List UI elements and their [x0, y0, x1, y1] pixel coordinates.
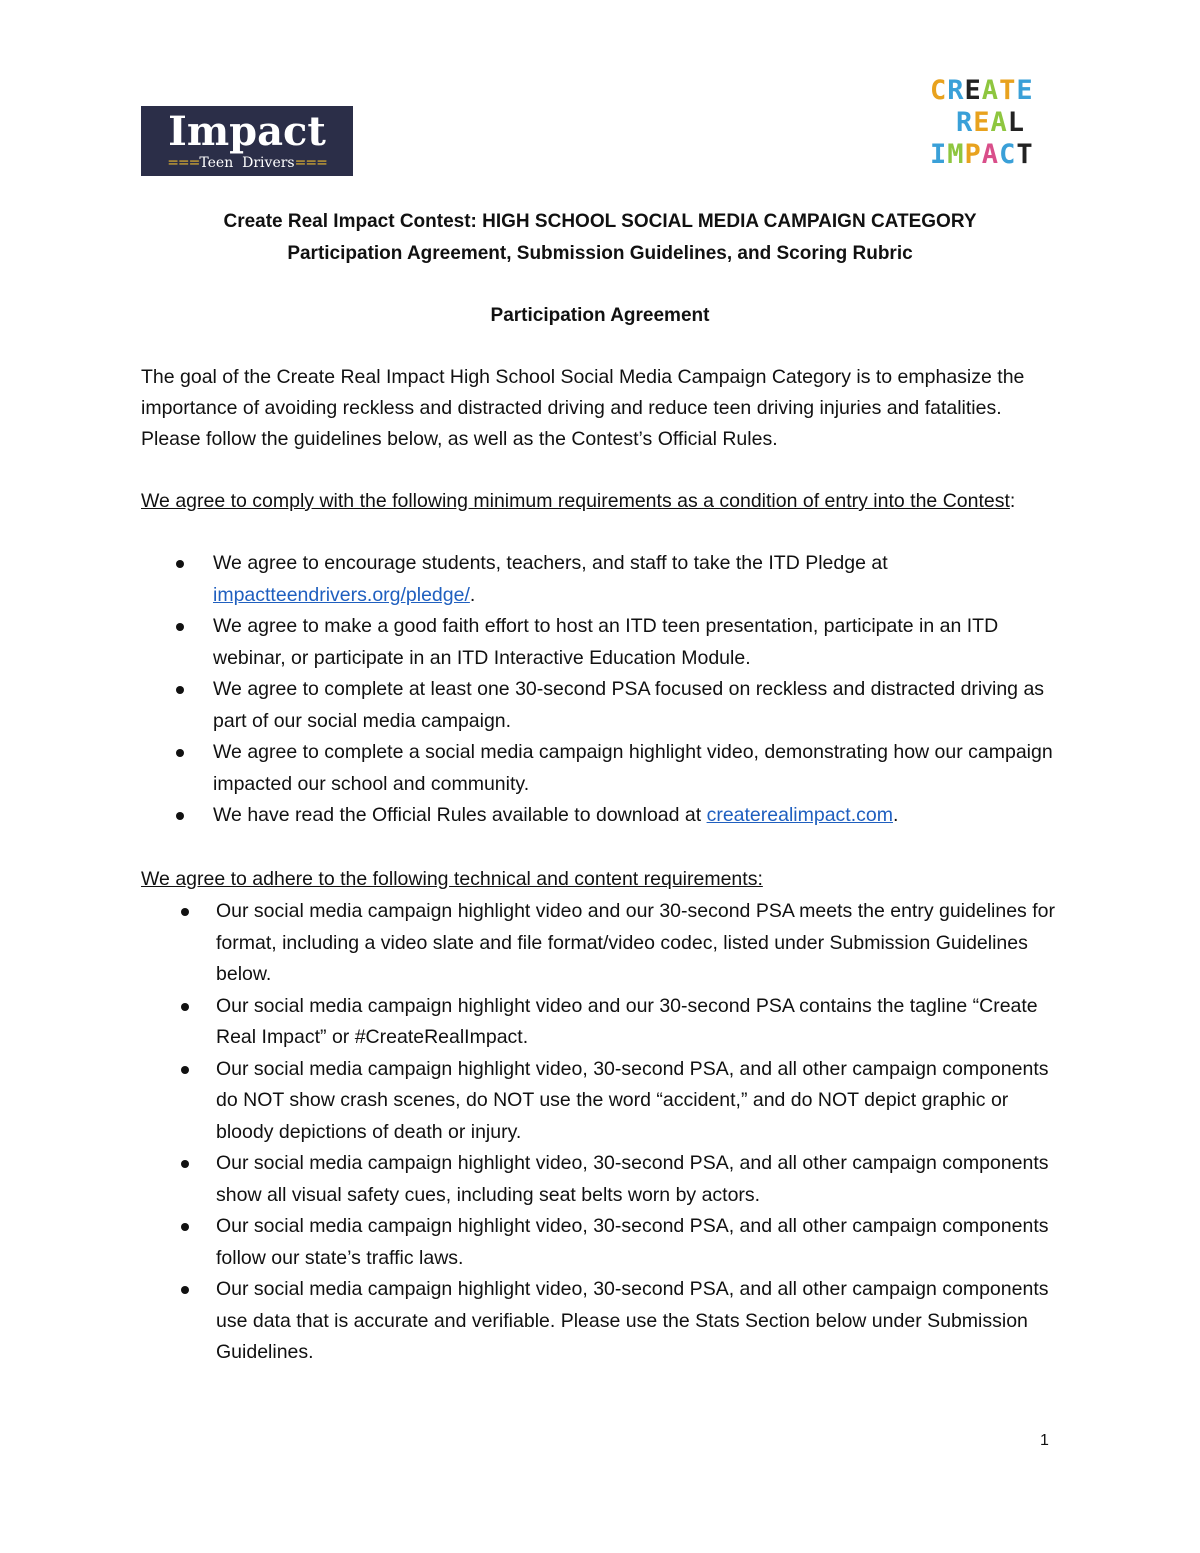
page-number: 1	[1040, 1432, 1049, 1449]
list-item-text: We have read the Official Rules available to download at	[213, 804, 707, 826]
bullet-icon	[181, 1066, 189, 1074]
list-item	[141, 991, 1061, 1054]
minimum-heading-text: We agree to comply with the following minimum requirements as a condition of entry into the Contest	[141, 490, 1010, 512]
cri-logo-line-3: IMPACT	[930, 139, 1034, 170]
intro-paragraph: The goal of the Create Real Impact High School Social Media Campaign Category is to emphasize the importance of avoiding reckless and distracted driving and reduce teen driving injuries and fatalities. Please follow the guidelines below, as well as the Contest’s Official Rules.	[141, 366, 1025, 450]
bullet-icon	[181, 908, 189, 916]
list-item-text: We agree to make a good faith effort to host an ITD teen presentation, participate in an ITD webinar, or participate in an ITD Interactive Education Module.	[213, 615, 999, 669]
list-item-text: We agree to encourage students, teachers, and staff to take the ITD Pledge at	[213, 552, 888, 574]
create-real-impact-logo	[930, 75, 1060, 175]
list-item	[141, 896, 1061, 991]
bullet-icon	[176, 623, 184, 631]
list-item	[141, 674, 1061, 737]
list-item-text: Our social media campaign highlight video and our 30-second PSA contains the tagline “Create Real Impact” or #CreateRealImpact.	[216, 994, 1038, 1048]
list-item	[141, 611, 1061, 674]
list-item	[141, 800, 1061, 832]
list-item	[141, 548, 1061, 611]
createrealimpact-link[interactable]: createrealimpact.com	[706, 804, 893, 826]
section-heading: Participation Agreement	[490, 305, 710, 326]
list-item-text: We agree to complete a social media campaign highlight video, demonstrating how our campaign impacted our school and community.	[213, 741, 1053, 795]
list-item-text: Our social media campaign highlight video, 30-second PSA, and all other campaign components show all visual safety cues, including seat belts worn by actors.	[216, 1152, 1049, 1206]
minimum-requirements-heading	[141, 486, 1061, 517]
bullet-icon	[181, 1003, 189, 1011]
logo-sub-right: Drivers	[242, 155, 295, 171]
bullet-icon	[176, 812, 184, 820]
list-item-text: Our social media campaign highlight video, 30-second PSA, and all other campaign components use data that is accurate and verifiable. Please use the Stats Section below under Submission Guidelines.	[216, 1278, 1049, 1363]
bullet-icon	[176, 686, 184, 694]
impact-teen-drivers-logo	[141, 106, 353, 176]
logo-sub-left: Teen	[199, 155, 234, 171]
bullet-icon	[176, 560, 184, 568]
list-item	[141, 1211, 1061, 1274]
bullet-icon	[176, 749, 184, 757]
list-item	[141, 1274, 1061, 1369]
list-item-after: .	[892, 804, 899, 826]
cri-logo-line-2: REAL	[956, 107, 1026, 138]
bullet-icon	[181, 1286, 189, 1294]
cri-logo-line-1: CREATE	[930, 75, 1034, 106]
list-item	[141, 1148, 1061, 1211]
list-item	[141, 737, 1061, 800]
bullet-icon	[181, 1223, 189, 1231]
technical-requirements-list	[141, 896, 1061, 1369]
logo-main-text: Impact	[168, 108, 326, 155]
list-item-text: Our social media campaign highlight video and our 30-second PSA meets the entry guidelines for format, including a video slate and file format/video codec, listed under Submission Guidelines below.	[216, 900, 1055, 985]
list-item-after: .	[469, 583, 476, 606]
pledge-link[interactable]: impactteendrivers.org/pledge/	[213, 583, 470, 606]
list-item-text: We agree to complete at least one 30-second PSA focused on reckless and distracted driving as part of our social media campaign.	[213, 678, 1045, 732]
list-item-text: Our social media campaign highlight video, 30-second PSA, and all other campaign components do NOT show crash scenes, do NOT use the word “accident,” and do NOT depict graphic or bloody depictions of death or injury.	[216, 1057, 1049, 1143]
list-item-text: Our social media campaign highlight video, 30-second PSA, and all other campaign components follow our state’s traffic laws.	[216, 1215, 1049, 1269]
minimum-heading-suffix: :	[1009, 490, 1016, 512]
technical-requirements-heading: We agree to adhere to the following technical and content requirements:	[141, 868, 763, 890]
minimum-requirements-list	[141, 548, 1061, 832]
document-title-line-1: Create Real Impact Contest: HIGH SCHOOL SOCIAL MEDIA CAMPAIGN CATEGORY	[223, 211, 977, 232]
logo-sub-text: ===Teen Drivers===	[167, 155, 327, 171]
bullet-icon	[181, 1160, 189, 1168]
list-item	[141, 1054, 1061, 1149]
document-title-line-2: Participation Agreement, Submission Guidelines, and Scoring Rubric	[287, 243, 913, 264]
